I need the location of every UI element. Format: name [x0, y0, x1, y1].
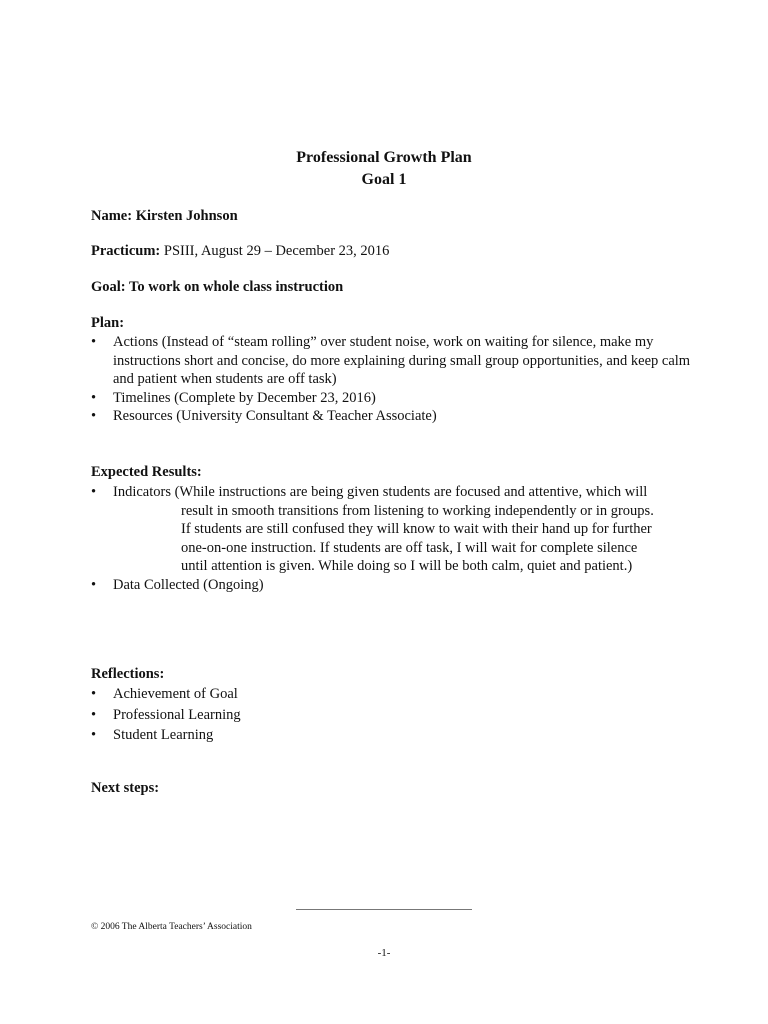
- reflections-list: [91, 684, 691, 746]
- plan-list: [91, 333, 691, 426]
- goal-field: [91, 278, 343, 296]
- indicators-line: result in smooth transitions from listening to working independently or in groups.: [181, 502, 654, 519]
- footer-divider: [296, 909, 472, 910]
- list-item: [91, 725, 691, 746]
- indicators-line: If students are still confused they will know to wait with their hand up for further: [181, 521, 652, 537]
- list-item: [91, 389, 691, 408]
- name-field: [91, 207, 238, 225]
- expected-results-heading: Expected Results:: [91, 464, 202, 480]
- bullet-icon: •: [91, 727, 97, 743]
- document-subtitle-goal: Goal 1: [361, 171, 407, 188]
- plan-item-timelines: Timelines (Complete by December 23, 2016): [113, 389, 376, 406]
- reflections-heading: Reflections:: [91, 666, 165, 682]
- plan-heading: Plan:: [91, 315, 125, 331]
- copyright-notice: © 2006 The Alberta Teachers’ Association: [91, 922, 252, 932]
- list-item: [91, 705, 691, 726]
- bullet-icon: •: [91, 408, 97, 424]
- expected-results-list: [91, 483, 711, 594]
- list-item: [91, 576, 711, 595]
- document-title: Professional Growth Plan: [296, 149, 472, 166]
- list-item: [91, 483, 711, 576]
- practicum-label: Practicum:: [91, 243, 161, 259]
- list-item: [91, 684, 691, 705]
- bullet-icon: •: [91, 706, 97, 723]
- practicum-field: [91, 242, 389, 260]
- next-steps-heading: Next steps:: [91, 780, 160, 796]
- plan-item-resources: Resources (University Consultant & Teacher Associate): [113, 408, 437, 424]
- indicators-line: until attention is given. While doing so I will be both calm, quiet and patient.): [181, 558, 633, 574]
- bullet-icon: •: [91, 686, 97, 702]
- reflection-item-professional: Professional Learning: [113, 706, 241, 723]
- list-item: [91, 333, 691, 389]
- data-collected-item: Data Collected (Ongoing): [113, 576, 264, 593]
- bullet-icon: •: [91, 334, 97, 350]
- bullet-icon: •: [91, 389, 97, 406]
- name-value: Kirsten Johnson: [135, 208, 238, 224]
- list-item: [91, 407, 691, 426]
- page-number: -1-: [377, 947, 391, 959]
- bullet-icon: •: [91, 576, 97, 593]
- bullet-icon: •: [91, 484, 97, 500]
- goal-value: To work on whole class instruction: [129, 279, 344, 295]
- name-label: Name:: [91, 208, 133, 224]
- reflection-item-student: Student Learning: [113, 727, 214, 743]
- reflection-item-achievement: Achievement of Goal: [113, 686, 238, 702]
- indicators-first-line: Indicators (While instructions are being given students are focused and attentive, which will: [113, 484, 648, 500]
- plan-item-actions: Actions (Instead of “steam rolling” over student noise, work on waiting for silence, make my instructions short and concise, do more explaining during small group opportunities, and keep calm and patient when students are off task): [113, 334, 691, 387]
- practicum-value: PSIII, August 29 – December 23, 2016: [163, 243, 390, 259]
- goal-label: Goal:: [91, 279, 126, 295]
- indicators-line: one-on-one instruction. If students are off task, I will wait for complete silence: [181, 539, 638, 556]
